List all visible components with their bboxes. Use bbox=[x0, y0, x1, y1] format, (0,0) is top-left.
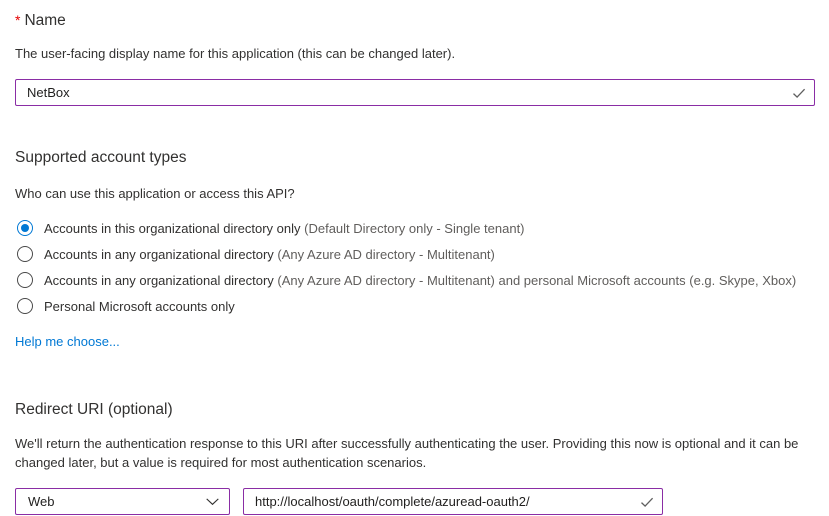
redirect-uri-title: Redirect URI (optional) bbox=[15, 401, 173, 418]
radio-label: Accounts in this organizational directory only bbox=[44, 220, 305, 236]
radio-multitenant-personal[interactable] bbox=[15, 267, 815, 293]
redirect-uri-input-wrap bbox=[243, 488, 663, 515]
redirect-uri-input[interactable] bbox=[244, 489, 662, 514]
radio-label-hint: (Any Azure AD directory - Multitenant) and personal Microsoft accounts (e.g. Skype, Xbox) bbox=[277, 272, 797, 288]
account-types-question: Who can use this application or access this API? bbox=[15, 186, 295, 201]
redirect-uri-description: We'll return the authentication response to this URI after successfully authenticating the user. Providing this now is optional and it can be changed later, but a value is required for most authentication scenarios. bbox=[15, 436, 799, 470]
radio-single-tenant[interactable] bbox=[15, 215, 815, 241]
radio-label: Personal Microsoft accounts only bbox=[44, 298, 235, 314]
required-asterisk: * bbox=[15, 12, 21, 28]
radio-icon bbox=[17, 246, 33, 262]
radio-icon bbox=[17, 220, 33, 236]
radio-label: Accounts in any organizational directory bbox=[44, 272, 278, 288]
platform-select[interactable] bbox=[15, 488, 230, 515]
radio-label-hint: (Any Azure AD directory - Multitenant) bbox=[277, 246, 495, 262]
account-type-radio-group bbox=[15, 215, 815, 319]
radio-label-hint: (Default Directory only - Single tenant) bbox=[304, 220, 525, 236]
name-description: The user-facing display name for this application (this can be changed later). bbox=[15, 46, 456, 61]
radio-icon bbox=[17, 272, 33, 288]
name-section-title bbox=[15, 9, 815, 32]
name-title-text: Name bbox=[24, 12, 66, 29]
platform-select-value: Web bbox=[28, 494, 55, 509]
radio-label: Accounts in any organizational directory bbox=[44, 246, 278, 262]
chevron-down-icon bbox=[205, 494, 220, 509]
help-me-choose-link[interactable]: Help me choose... bbox=[15, 334, 120, 349]
name-input[interactable] bbox=[16, 80, 814, 105]
name-input-wrap bbox=[15, 79, 815, 106]
account-types-title: Supported account types bbox=[15, 149, 187, 166]
radio-multitenant[interactable] bbox=[15, 241, 815, 267]
radio-icon bbox=[17, 298, 33, 314]
radio-personal-only[interactable] bbox=[15, 293, 815, 319]
